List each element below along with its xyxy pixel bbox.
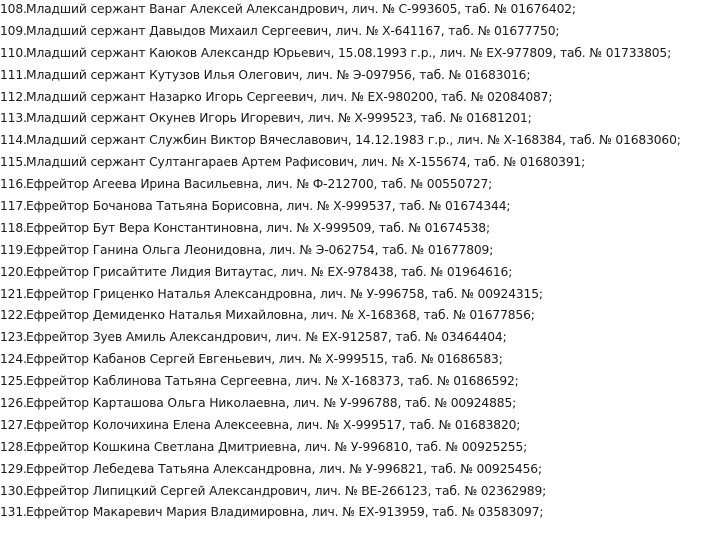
item-number: 129. xyxy=(0,461,27,476)
list-item xyxy=(0,195,713,217)
list-item xyxy=(0,129,713,151)
item-text: Младший сержант Давыдов Михаил Сергеевич, лич. № Х-641167, таб. № 01677750; xyxy=(26,23,560,38)
item-number: 128. xyxy=(0,439,27,454)
item-number: 130. xyxy=(0,483,27,498)
list-item xyxy=(0,42,713,64)
item-text: Ефрейтор Кабанов Сергей Евгеньевич, лич. № Х-999515, таб. № 01686583; xyxy=(26,352,503,367)
item-text: Ефрейтор Колочихина Елена Алексеевна, лич. № Х-999517, таб. № 01683820; xyxy=(26,417,521,432)
item-number: 124. xyxy=(0,352,27,367)
item-text: Ефрейтор Лебедева Татьяна Александровна, лич. № У-996821, таб. № 00925456; xyxy=(26,461,542,476)
list-item xyxy=(0,64,713,86)
item-text: Ефрейтор Каблинова Татьяна Сергеевна, лич. № Х-168373, таб. № 01686592; xyxy=(26,374,519,389)
item-number: 119. xyxy=(0,242,27,257)
item-number: 117. xyxy=(0,198,27,213)
list-item xyxy=(0,348,713,370)
item-text: Младший сержант Службин Виктор Вячеславович, 14.12.1983 г.р., лич. № Х-168384, таб. № 01683060; xyxy=(26,133,681,148)
item-text: Ефрейтор Грисайтите Лидия Витаутас, лич. № ЕХ-978438, таб. № 01964616; xyxy=(26,264,513,279)
item-number: 118. xyxy=(0,220,27,235)
list-item xyxy=(0,107,713,129)
item-text: Ефрейтор Карташова Ольга Николаевна, лич. № У-996788, таб. № 00924885; xyxy=(26,395,517,410)
item-number: 115. xyxy=(0,155,27,170)
item-number: 112. xyxy=(0,89,27,104)
list-item xyxy=(0,326,713,348)
list-item xyxy=(0,261,713,283)
item-text: Младший сержант Каюков Александр Юрьевич, 15.08.1993 г.р., лич. № ЕХ-977809, таб. № 01733805; xyxy=(26,45,672,60)
item-number: 121. xyxy=(0,286,27,301)
item-text: Младший сержант Кутузов Илья Олегович, лич. № Э-097956, таб. № 01683016; xyxy=(26,67,531,82)
list-item xyxy=(0,217,713,239)
item-text: Младший сержант Назарко Игорь Сергеевич, лич. № ЕХ-980200, таб. № 02084087; xyxy=(26,89,553,104)
item-text: Ефрейтор Макаревич Мария Владимировна, лич. № ЕХ-913959, таб. № 03583097; xyxy=(26,505,544,520)
list-item xyxy=(0,151,713,173)
list-item xyxy=(0,392,713,414)
item-text: Ефрейтор Бочанова Татьяна Борисовна, лич. № Х-999537, таб. № 01674344; xyxy=(26,198,511,213)
item-text: Ефрейтор Липицкий Сергей Александрович, лич. № ВЕ-266123, таб. № 02362989; xyxy=(26,483,547,498)
item-text: Ефрейтор Бут Вера Константиновна, лич. № Х-999509, таб. № 01674538; xyxy=(26,220,490,235)
list-item xyxy=(0,86,713,108)
item-text: Ефрейтор Ганина Ольга Леонидовна, лич. № Э-062754, таб. № 01677809; xyxy=(26,242,494,257)
list-item xyxy=(0,20,713,42)
list-item xyxy=(0,370,713,392)
item-number: 131. xyxy=(0,505,27,520)
item-number: 127. xyxy=(0,417,27,432)
item-text: Ефрейтор Зуев Амиль Александрович, лич. № ЕХ-912587, таб. № 03464404; xyxy=(26,330,507,345)
list-item xyxy=(0,480,713,502)
item-text: Ефрейтор Кошкина Светлана Дмитриевна, лич. № У-996810, таб. № 00925255; xyxy=(26,439,528,454)
item-number: 108. xyxy=(0,1,27,16)
item-text: Младший сержант Окунев Игорь Игоревич, лич. № Х-999523, таб. № 01681201; xyxy=(26,111,532,126)
list-item xyxy=(0,501,713,523)
item-number: 120. xyxy=(0,264,27,279)
item-text: Младший сержант Султангараев Артем Рафисович, лич. № Х-155674, таб. № 01680391; xyxy=(26,155,586,170)
list-item xyxy=(0,173,713,195)
item-text: Ефрейтор Демиденко Наталья Михайловна, лич. № Х-168368, таб. № 01677856; xyxy=(26,308,535,323)
item-number: 126. xyxy=(0,395,27,410)
item-text: Ефрейтор Агеева Ирина Васильевна, лич. № Ф-212700, таб. № 00550727; xyxy=(26,177,493,192)
item-number: 109. xyxy=(0,23,27,38)
item-number: 114. xyxy=(0,133,27,148)
list-item xyxy=(0,304,713,326)
item-number: 122. xyxy=(0,308,27,323)
item-text: Младший сержант Ванаг Алексей Александрович, лич. № С-993605, таб. № 01676402; xyxy=(26,1,576,16)
item-number: 125. xyxy=(0,374,27,389)
item-number: 113. xyxy=(0,111,27,126)
item-number: 116. xyxy=(0,177,27,192)
list-item xyxy=(0,414,713,436)
list-item xyxy=(0,283,713,305)
item-number: 123. xyxy=(0,330,27,345)
item-text: Ефрейтор Гриценко Наталья Александровна, лич. № У-996758, таб. № 00924315; xyxy=(26,286,543,301)
list-item xyxy=(0,458,713,480)
item-number: 111. xyxy=(0,67,27,82)
list-item xyxy=(0,239,713,261)
item-number: 110. xyxy=(0,45,27,60)
list-item xyxy=(0,436,713,458)
list-item xyxy=(0,0,713,20)
